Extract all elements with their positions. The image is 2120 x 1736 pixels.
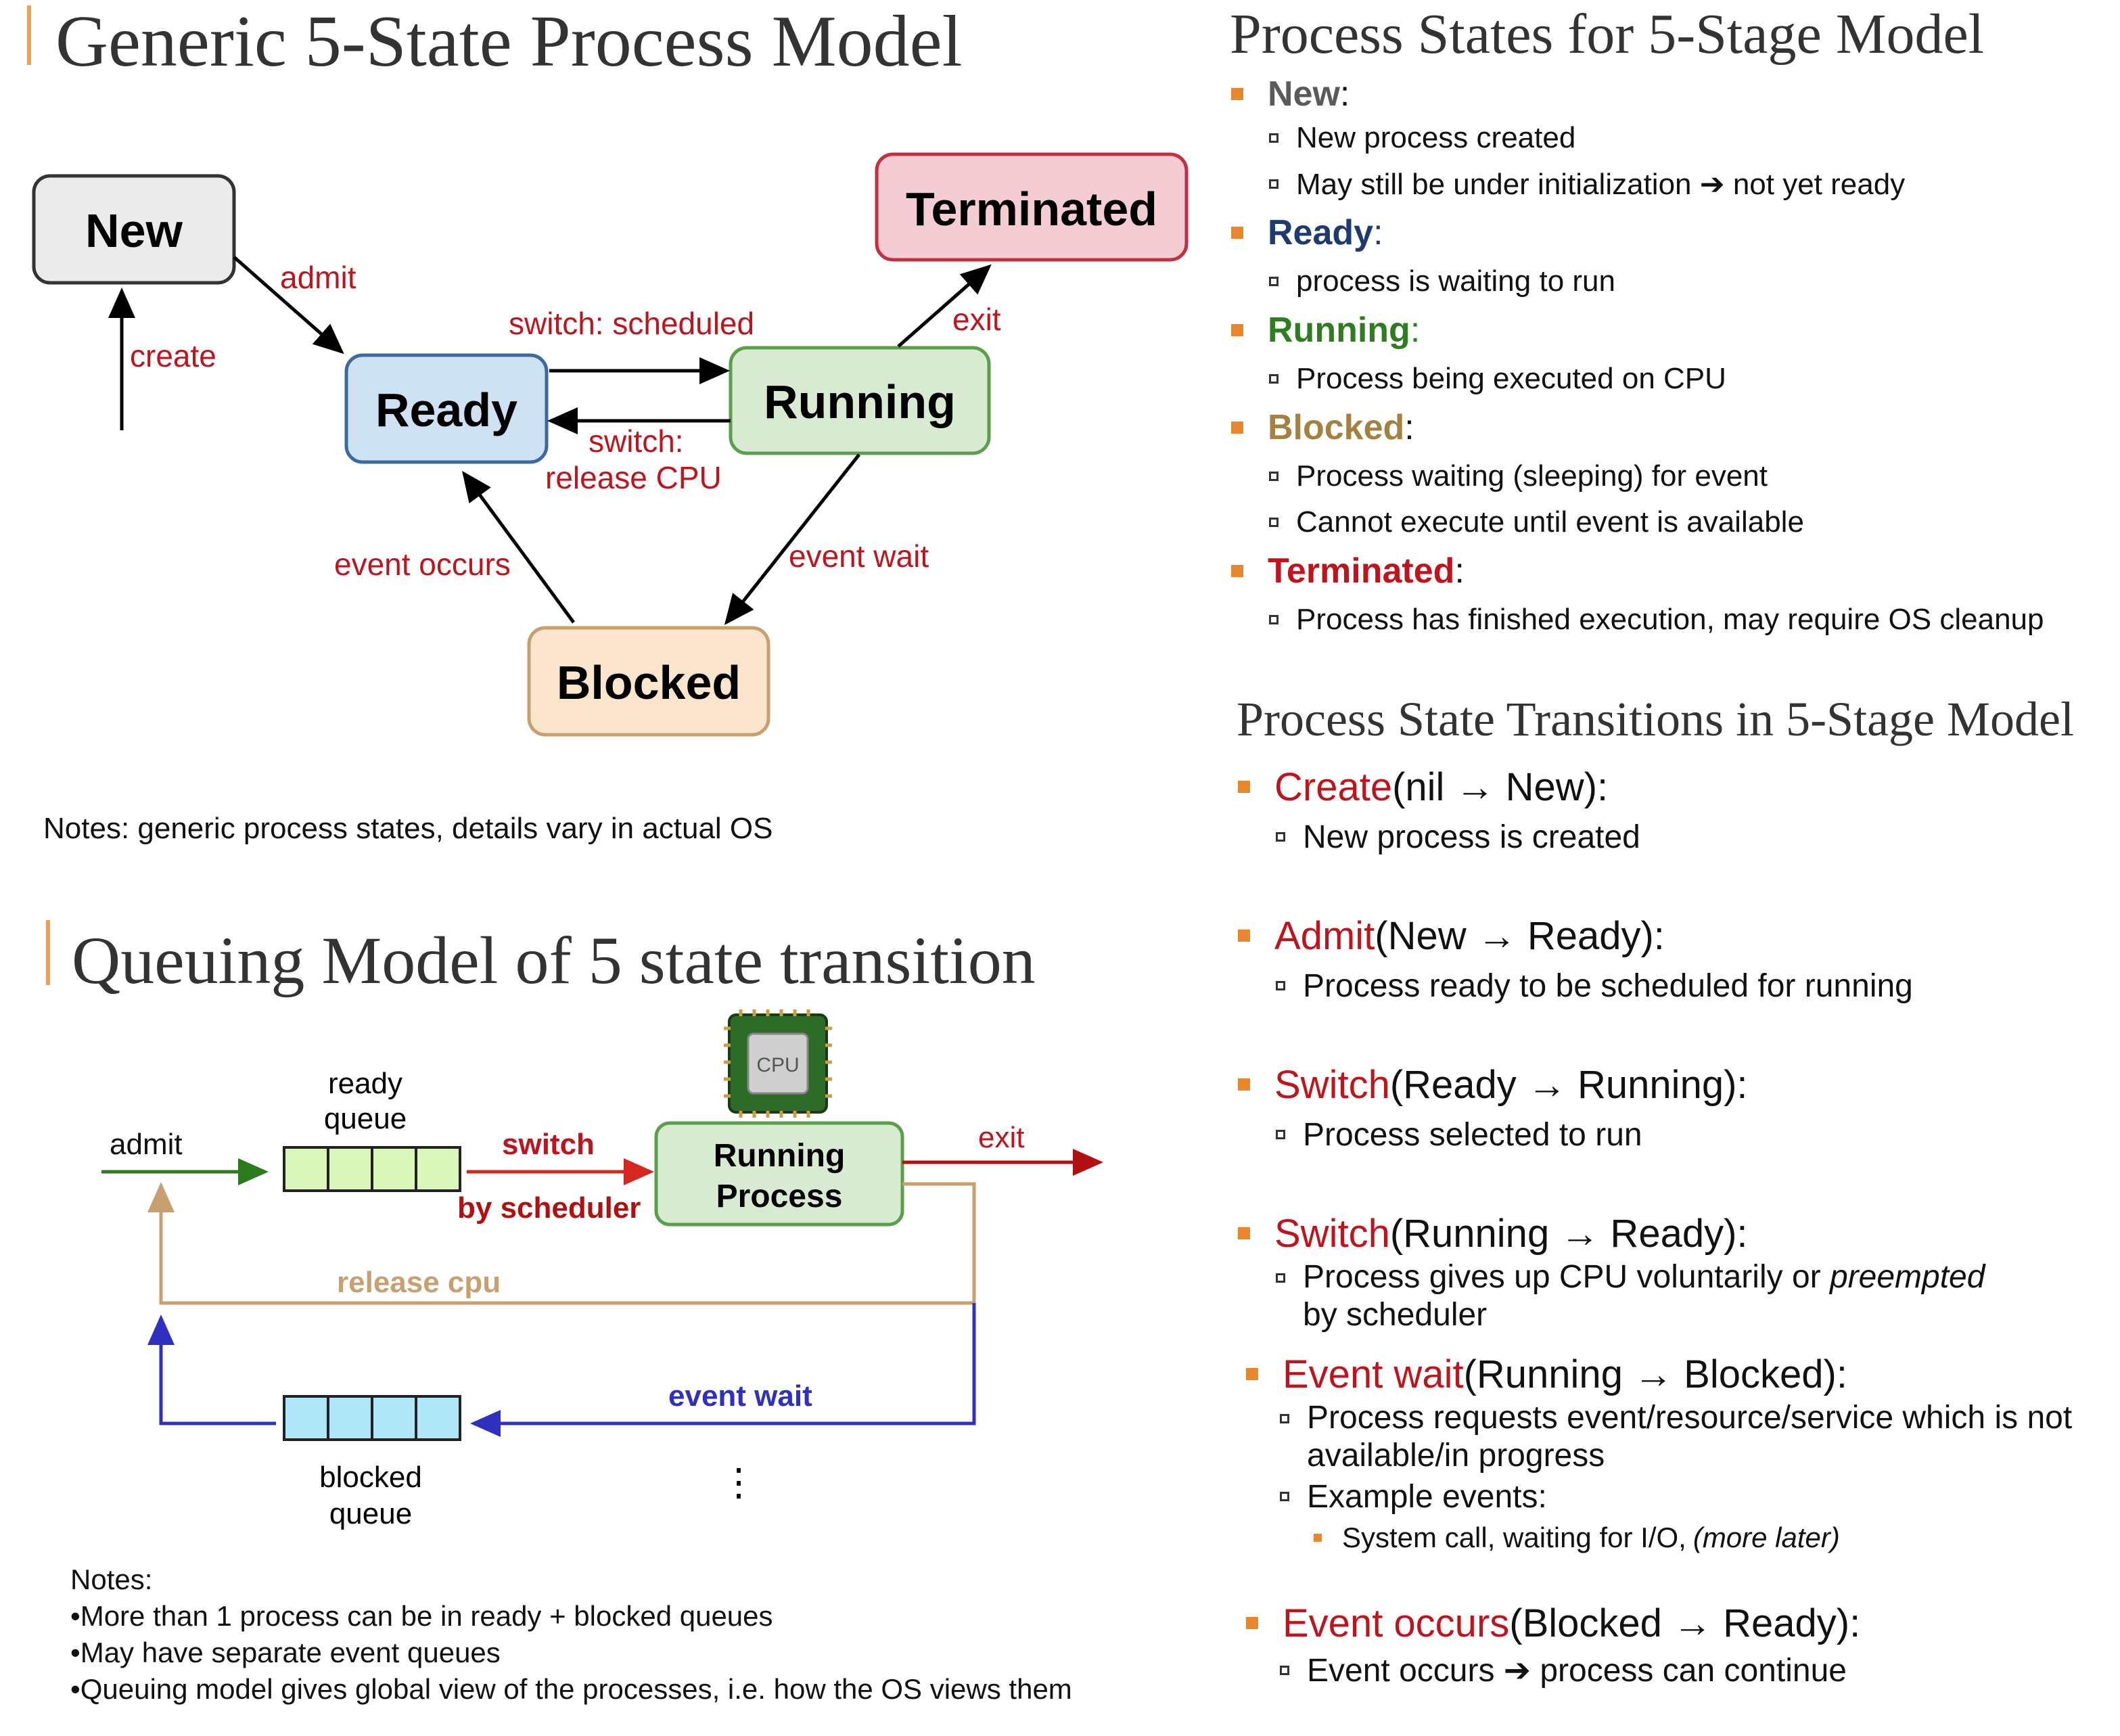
label-switch-release-1: switch:: [589, 424, 684, 459]
queue-note-3: •Queuing model gives global view of the processes, i.e. how the OS views them: [70, 1673, 1072, 1705]
transition-sub: New process is created: [1276, 812, 2111, 862]
svg-text:Process: Process: [716, 1179, 843, 1214]
state-sub: Process waiting (sleeping) for event: [1269, 453, 2044, 499]
state-sub: Process has finished execution, may require OS cleanup: [1269, 597, 2044, 643]
transitions-panel-title: Process State Transitions in 5-Stage Model: [1237, 692, 2074, 746]
transition-item-create: Create (nil → New):: [1238, 762, 2111, 812]
label-event-wait: event wait: [789, 539, 929, 574]
state-diagram: [0, 0, 1204, 758]
state-item-ready: Ready :: [1231, 207, 2044, 258]
transition-subsub: System call, waiting for I/O, (more later): [1314, 1518, 2111, 1557]
state-new: [34, 176, 234, 283]
svg-text:Running: Running: [764, 375, 956, 428]
queue-label-by-scheduler: by scheduler: [457, 1191, 641, 1225]
state-terminated: [877, 154, 1186, 260]
svg-text:Ready: Ready: [375, 384, 518, 436]
svg-text:Terminated: Terminated: [905, 183, 1158, 235]
state-diagram-note: Notes: generic process states, details vary in actual OS: [43, 812, 773, 845]
label-switch-release-2: release CPU: [545, 460, 722, 495]
svg-text:CPU: CPU: [756, 1054, 800, 1076]
states-list: [1231, 73, 2044, 643]
transition-item-switch-running-ready: Switch (Running → Ready):: [1238, 1208, 2111, 1258]
svg-text:Running: Running: [713, 1138, 846, 1174]
ready-queue-label-1: ready: [327, 1067, 403, 1100]
label-switch-scheduled: switch: scheduled: [509, 306, 755, 341]
transition-name: Create: [1274, 764, 1393, 809]
label-create: create: [130, 338, 216, 373]
running-process-box: [656, 1123, 902, 1225]
state-sub: May still be under initialization ➔ not yet ready: [1269, 161, 2044, 207]
state-name-running: Running: [1268, 311, 1410, 350]
title-accent-bar-2: [46, 920, 50, 985]
state-diagram-title: Generic 5-State Process Model: [55, 1, 963, 82]
label-exit: exit: [952, 302, 1001, 337]
state-sub: Process being executed on CPU: [1269, 356, 2044, 402]
state-name-terminated: Terminated: [1268, 551, 1455, 591]
queue-notes: [70, 1561, 1072, 1708]
cpu-chip-icon: [724, 1009, 832, 1118]
states-panel-title: Process States for 5-Stage Model: [1230, 3, 1985, 66]
state-item-blocked: Blocked :: [1231, 402, 2044, 453]
transition-item-switch-ready-running: Switch (Ready → Running):: [1238, 1059, 2111, 1110]
ready-queue-label-2: queue: [323, 1102, 407, 1135]
blocked-queue-label-1: blocked: [319, 1461, 422, 1494]
queue-label-exit: exit: [978, 1121, 1025, 1154]
queue-label-admit: admit: [110, 1128, 183, 1161]
ready-queue: [284, 1147, 460, 1191]
label-admit: admit: [280, 260, 356, 295]
transition-item-event-wait: Event wait (Running → Blocked):: [1246, 1349, 2111, 1399]
label-event-occurs: event occurs: [334, 547, 511, 582]
blocked-queue-label-2: queue: [329, 1497, 413, 1530]
queue-diagram-title: Queuing Model of 5 state transition: [72, 923, 1036, 998]
blocked-queue: [284, 1396, 460, 1440]
state-sub: Cannot execute until event is available: [1269, 499, 2044, 545]
transition-name: Event wait: [1283, 1352, 1464, 1396]
transition-sub: Event occurs ➔ process can continue: [1280, 1648, 2111, 1693]
ellipsis-more-queues: ⋮: [720, 1461, 758, 1503]
queue-label-release-cpu: release cpu: [337, 1266, 501, 1299]
queue-label-event-wait: event wait: [668, 1379, 812, 1413]
transition-name: Switch: [1274, 1211, 1390, 1256]
queue-note-heading: Notes:: [70, 1563, 153, 1595]
state-item-terminated: Terminated :: [1231, 545, 2044, 597]
state-running: [731, 348, 989, 453]
state-sub: New process created: [1269, 115, 2044, 161]
queue-note-2: •May have separate event queues: [70, 1637, 501, 1668]
transitions-list: [1238, 762, 2111, 1693]
svg-text:Blocked: Blocked: [556, 656, 741, 709]
state-blocked: [529, 628, 768, 735]
queue-diagram: [0, 1001, 1204, 1543]
transition-name: Admit: [1274, 913, 1375, 958]
arrow-blocked-to-ready: [161, 1318, 276, 1423]
queue-note-1: •More than 1 process can be in ready + blocked queues: [70, 1600, 773, 1632]
transition-sub: Process gives up CPU voluntarily or preempted by scheduler: [1276, 1258, 2111, 1334]
transition-item-event-occurs: Event occurs (Blocked → Ready):: [1246, 1598, 2111, 1648]
state-item-running: Running :: [1231, 304, 2044, 356]
transition-sub: Process requests event/resource/service which is not available/in progress: [1280, 1399, 2111, 1475]
state-item-new: New :: [1231, 73, 2044, 115]
queue-label-switch: switch: [502, 1128, 595, 1161]
svg-text:New: New: [85, 204, 183, 257]
state-sub: process is waiting to run: [1269, 258, 2044, 304]
state-ready: [346, 355, 547, 462]
state-name-blocked: Blocked: [1268, 408, 1405, 447]
transition-item-admit: Admit (New → Ready):: [1238, 911, 2111, 961]
state-name-ready: Ready: [1268, 213, 1374, 252]
transition-name: Switch: [1274, 1062, 1390, 1107]
state-name-new: New: [1268, 74, 1340, 114]
transition-name: Event occurs: [1283, 1601, 1510, 1645]
transition-sub: Example events:: [1280, 1475, 2111, 1518]
transition-sub: Process ready to be scheduled for running: [1276, 961, 2111, 1011]
transition-sub: Process selected to run: [1276, 1110, 2111, 1160]
